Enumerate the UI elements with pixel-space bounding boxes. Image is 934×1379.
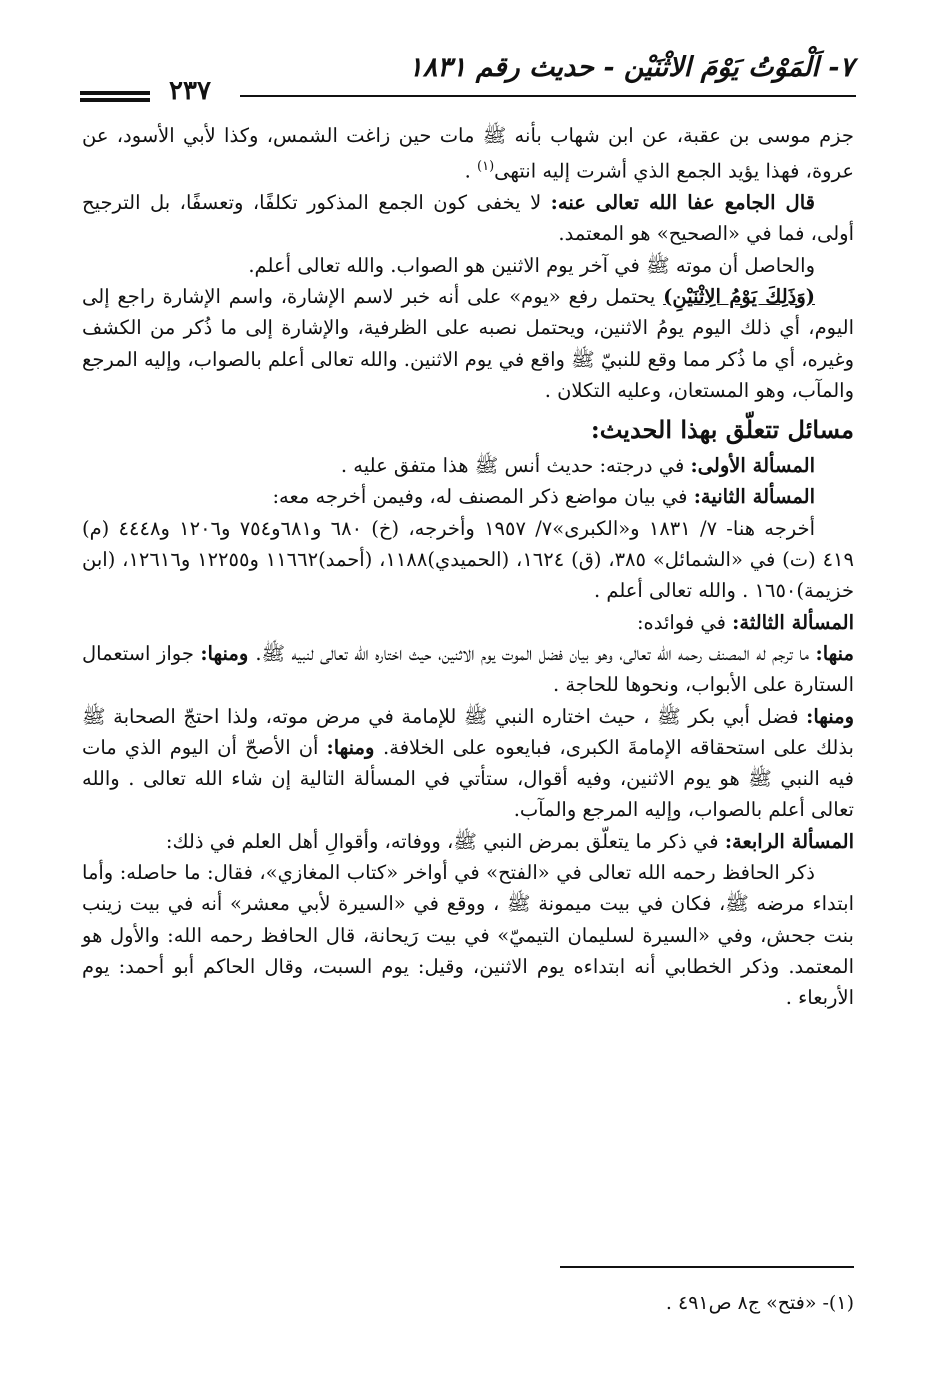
footnote-rule bbox=[560, 1266, 854, 1268]
paragraph-final: ذكر الحافظ رحمه الله تعالى في «الفتح» في أواخر «كتاب المغازي»، فقال: ما حاصله: وأما ابتداء مرضه ﷺ، فكان في بيت ميمونة ﷺ ، ووقع في «السيرة لأبي معشر» أنه في بيت زينب بنت جحش، وفي «السيرة لسليمان التيميّ» في بيت رَيحانة، قال الحافظ رحمه الله: والأول هو المعتمد. وذكر الخطابي أنه ابتداءه يوم الاثنين، وقيل: يوم السبت، وقال الحاكم أبو أحمد: يوم الأربعاء . bbox=[82, 861, 854, 1010]
page-number: ٢٣٧ bbox=[169, 76, 211, 106]
paragraph-1: جزم موسى بن عقبة، عن ابن شهاب بأنه ﷺ مات حين زاغت الشمس، وكذا لأبي الأسود، عن عروة، فهذا يؤيد الجمع الذي أشرت إليه انتهى$^{(١)}$ . bbox=[82, 124, 854, 183]
header-rule bbox=[240, 95, 856, 97]
issue-2: المسألة الثانية: في بيان مواضع ذكر المصنف له، وفيمن أخرجه معه: bbox=[272, 485, 815, 509]
footnote-marker[interactable]: (١) bbox=[477, 159, 495, 175]
benefits-2: ومنها: فضل أبي بكر ﷺ ، حيث اختاره النبي ﷺ للإمامة في مرض موته، ولذا احتجّ الصحابة ﷺ بذلك على استحقاقه الإمامةَ الكبرى، فبايعوه على الخلافة. ومنها: أن الأصحّ أن اليوم الذي مات فيه النبي ﷺ هو يوم الاثنين، وفيه أقوال، ستأتي في المسألة التالية إن شاء الله تعالى . والله تعالى أعلم بالصواب، وإليه المرجع والمآب. bbox=[82, 704, 854, 822]
issue-2-sources: أخرجه هنا- ٧/ ١٨٣١ و«الكبرى»٧/ ١٩٥٧ وأخرجه، (خ) ٦٨٠ و٦٨١و٧٥٤ و١٢٠٦ و٤٤٤٨ (م) ٤١٩ (ت) في «الشمائل» ٣٨٥، (ق) ١٦٢٤، (الحميدي)١١٨٨، (أحمد)١١٦٦٢ و١٢٢٥٥ و١٢٦١٦، (ابن خزيمة)١٦٥٠ . والله تعالى أعلم . bbox=[82, 516, 854, 603]
running-title: ٧- اَلْمَوْتُ يَوْمَ الاثْنَيْن - حديث رقم ١٨٣١ bbox=[408, 52, 854, 83]
paragraph-2: قال الجامع عفا الله تعالى عنه: لا يخفى كون الجمع المذكور تكلفًا، وتعسفًا، بل الترجيح أولى، فما في «الصحيح» هو المعتمد. bbox=[82, 191, 854, 246]
page-number-rule-top bbox=[80, 91, 150, 95]
page-number-rule-bottom bbox=[80, 98, 150, 102]
benefits-1: منها: ما ترجم له المصنف رحمه الله تعالى، وهو بيان فضل الموت يوم الاثنين، حيث اختاره الله تعالى لنبيه ﷺ. ومنها: جواز استعمال الستارة على الأبواب، ونحوها للحاجة . bbox=[82, 641, 854, 697]
issue-1: المسألة الأولى: في درجته: حديث أنس ﷺ هذا متفق عليه . bbox=[340, 454, 815, 478]
paragraph-4: (وَذَلِكَ يَوْمُ الِاثْنَيْنِ) يحتمل رفع «يوم» على أنه خبر لاسم الإشارة، واسم الإشارة راجع إلى اليوم، أي ذلك اليوم يومُ الاثنين، ويحتمل نصبه على الظرفية، والإشارة إلى ما ذُكر من الكشف وغيره، أي ما ذُكر مما وقع للنبيّ ﷺ واقع في يوم الاثنين. والله تعالى أعلم بالصواب، وإليه المرجع والمآب، وهو المستعان، وعليه التكلان . bbox=[82, 284, 854, 402]
issue-3: المسألة الثالثة: في فوائده: bbox=[636, 610, 854, 634]
footnote: (١)- «فتح» ج٨ ص٤٩١ . bbox=[665, 1292, 854, 1314]
section-heading: مسائل تتعلّق بهذا الحديث: bbox=[590, 415, 854, 445]
body-text bbox=[82, 120, 854, 1014]
issue-4: المسألة الرابعة: في ذكر ما يتعلّق بمرض النبي ﷺ، ووفاته، وأقوالِ أهل العلم في ذلك: bbox=[165, 829, 854, 853]
paragraph-3: والحاصل أن موته ﷺ في آخر يوم الاثنين هو الصواب. والله تعالى أعلم. bbox=[248, 253, 815, 277]
